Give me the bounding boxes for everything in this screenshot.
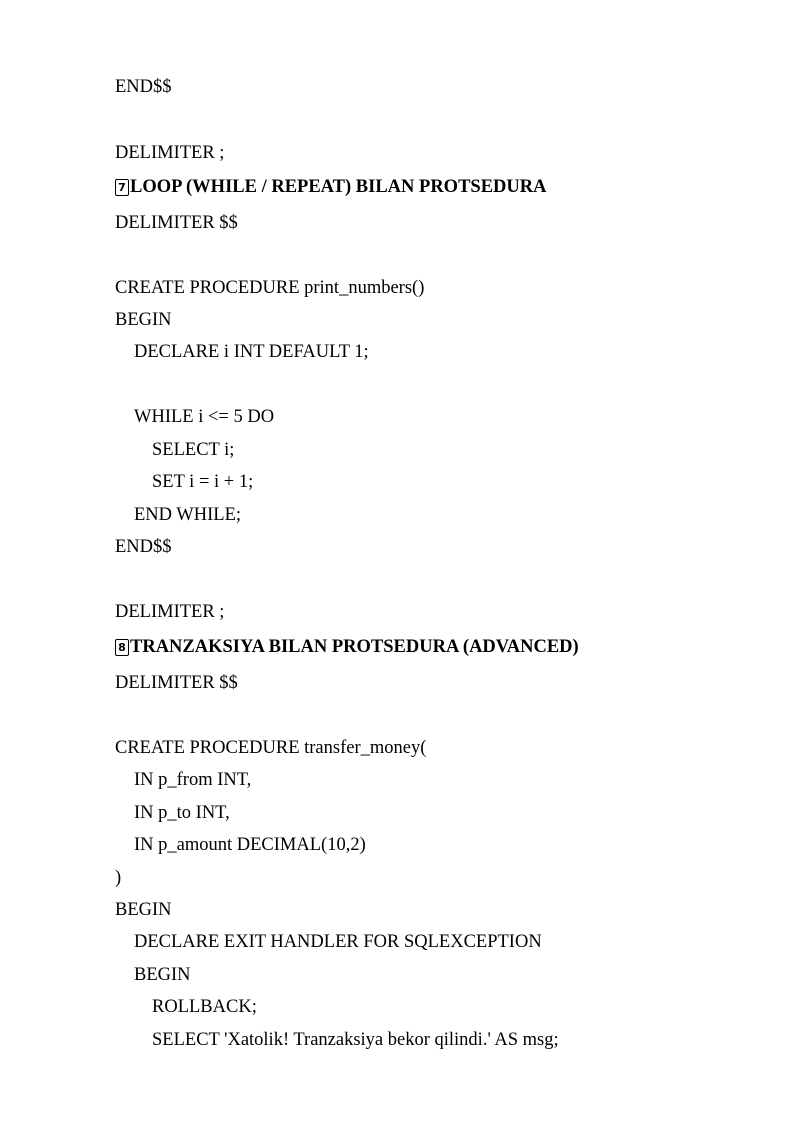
code-line: ROLLBACK; [152,997,257,1017]
code-line: DECLARE i INT DEFAULT 1; [134,342,369,362]
code-line: END WHILE; [134,505,242,525]
keycap-seven-icon: 7 [115,179,129,196]
code-line: WHILE i <= 5 DO [134,407,275,427]
code-line: BEGIN [134,965,191,985]
code-line: SELECT 'Xatolik! Tranzaksiya bekor qilindi.' AS msg; [152,1030,559,1050]
code-line: DELIMITER $$ [115,673,238,693]
section-heading-transaction [115,636,579,658]
code-line: DELIMITER ; [115,602,225,622]
code-line: DELIMITER $$ [115,213,238,233]
code-line: IN p_from INT, [134,770,252,790]
code-line: ) [115,868,122,888]
code-line: IN p_to INT, [134,803,230,823]
section-heading-text: LOOP (WHILE / REPEAT) BILAN PROTSEDURA [130,177,547,197]
section-heading-text: TRANZAKSIYA BILAN PROTSEDURA (ADVANCED) [130,637,579,657]
code-line: BEGIN [115,310,172,330]
code-line: BEGIN [115,900,172,920]
code-line: END$$ [115,537,172,557]
code-line: END$$ [115,77,172,97]
code-line: SELECT i; [152,440,235,460]
code-line: CREATE PROCEDURE print_numbers() [115,278,425,298]
code-line: DELIMITER ; [115,143,225,163]
code-line: CREATE PROCEDURE transfer_money( [115,738,427,758]
code-line: DECLARE EXIT HANDLER FOR SQLEXCEPTION [134,932,542,952]
section-heading-loop [115,176,546,198]
keycap-eight-icon: 8 [115,639,129,656]
code-line: IN p_amount DECIMAL(10,2) [134,835,366,855]
code-line: SET i = i + 1; [152,472,254,492]
